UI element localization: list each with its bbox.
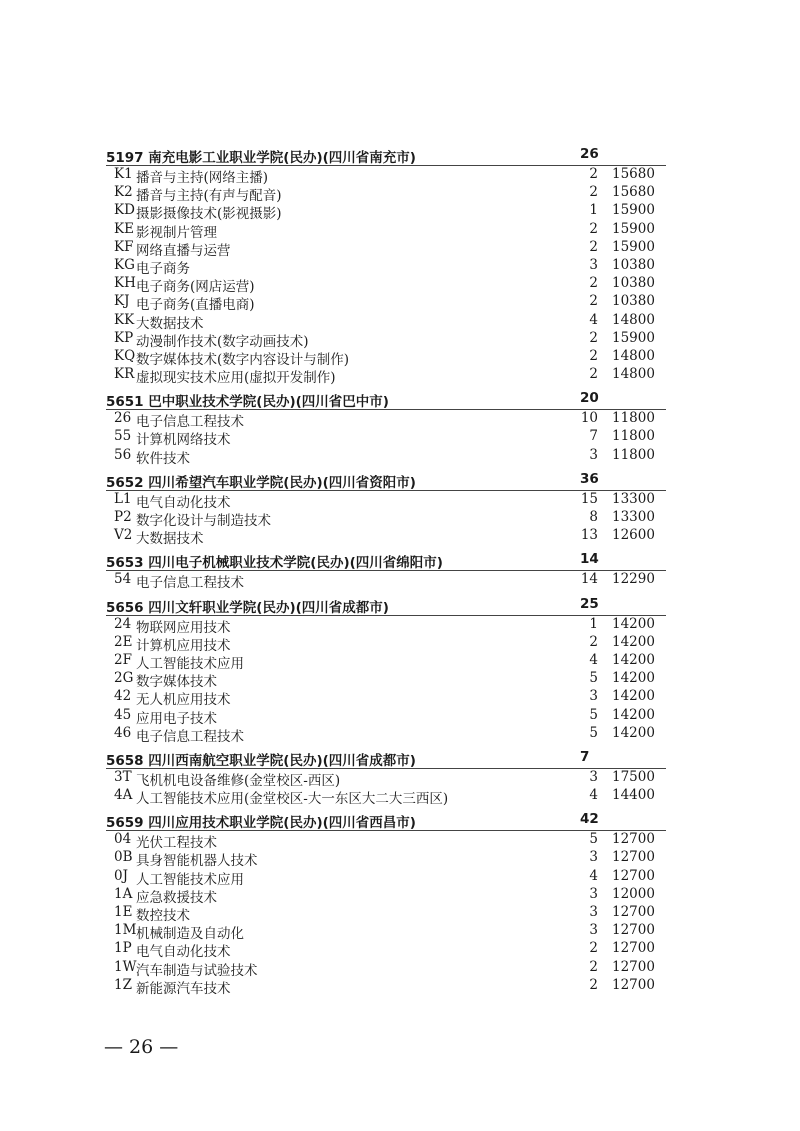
major-count: 14 [580, 571, 598, 588]
major-fee: 15680 [612, 166, 655, 182]
major-row [0, 634, 800, 652]
major-name: 电气自动化技术 [136, 494, 231, 511]
major-name: 大数据技术 [136, 531, 204, 548]
major-code: 1A [114, 885, 133, 902]
major-count: 2 [589, 293, 598, 310]
major-fee: 12700 [612, 922, 655, 939]
major-row [0, 725, 800, 743]
school-name: 5659 四川应用技术职业学院(民办)(四川省西昌市) [106, 815, 416, 832]
major-fee: 17500 [612, 768, 655, 785]
school-section [0, 469, 800, 546]
major-code: KJ [114, 293, 130, 310]
major-row [0, 527, 800, 548]
major-row [0, 491, 800, 509]
major-count: 2 [589, 220, 598, 237]
major-count: 2 [589, 958, 598, 975]
major-row [0, 312, 800, 330]
major-code: KD [114, 202, 135, 219]
major-code: V2 [114, 527, 133, 544]
school-header [0, 388, 800, 410]
major-code: 26 [114, 410, 132, 427]
major-code: KQ [114, 347, 136, 364]
major-count: 3 [589, 768, 598, 785]
major-code: 0J [114, 867, 129, 884]
major-row [0, 904, 800, 922]
major-count: 3 [589, 446, 598, 463]
school-total: 26 [580, 146, 599, 162]
school-total: 20 [580, 390, 599, 407]
major-fee: 12700 [612, 904, 655, 920]
major-name: 光伏工程技术 [136, 835, 217, 852]
major-count: 4 [589, 867, 598, 884]
major-fee: 12700 [612, 849, 655, 866]
major-count: 2 [589, 238, 598, 255]
major-fee: 10380 [612, 275, 655, 292]
major-code: KP [114, 329, 134, 346]
major-fee: 14200 [612, 724, 655, 741]
major-name: 影视制片管理 [136, 224, 217, 241]
major-code: 1E [114, 904, 133, 920]
major-row [0, 184, 800, 205]
major-name: 数控技术 [136, 908, 190, 924]
major-name: 电气自动化技术 [136, 944, 231, 961]
major-row [0, 202, 800, 223]
school-section [0, 747, 800, 808]
school-section [0, 809, 800, 995]
major-code: KH [114, 275, 136, 292]
major-fee: 13300 [612, 509, 655, 525]
major-count: 5 [589, 831, 598, 848]
major-row [0, 787, 800, 808]
major-fee: 14200 [612, 633, 655, 650]
major-row [0, 922, 800, 943]
major-name: 人工智能技术应用(金堂校区-大一东区大二大三西区) [136, 791, 449, 808]
school-total: 25 [580, 595, 599, 612]
major-count: 4 [589, 311, 598, 328]
major-code: KE [114, 220, 134, 237]
major-name: 软件技术 [136, 450, 190, 467]
major-count: 10 [580, 410, 598, 427]
school-total: 7 [580, 748, 590, 765]
major-code: 46 [114, 724, 132, 741]
major-code: 54 [114, 571, 132, 588]
major-code: KR [114, 366, 135, 383]
major-fee: 13300 [612, 490, 655, 507]
major-code: 0B [114, 849, 133, 866]
major-name: 虚拟现实技术应用(虚拟开发制作) [136, 370, 336, 387]
major-count: 2 [589, 166, 598, 182]
major-count: 3 [589, 904, 598, 920]
major-fee: 14200 [612, 706, 655, 723]
major-code: 3T [114, 768, 132, 785]
school-header [0, 747, 800, 769]
major-row [0, 849, 800, 870]
school-header [0, 469, 800, 491]
school-name: 5653 四川电子机械职业技术学院(民办)(四川省绵阳市) [106, 555, 443, 572]
major-name: 计算机应用技术 [136, 637, 231, 654]
major-row [0, 257, 800, 275]
major-fee: 15900 [612, 329, 655, 346]
major-count: 3 [589, 256, 598, 273]
major-row [0, 670, 800, 691]
school-total: 42 [580, 811, 599, 828]
major-code: 2G [114, 670, 134, 687]
major-code: KK [114, 311, 135, 328]
major-row [0, 166, 800, 184]
major-fee: 12000 [612, 885, 655, 902]
major-fee: 15900 [612, 220, 655, 237]
major-name: 播音与主持(有声与配音) [136, 188, 282, 205]
major-row [0, 330, 800, 348]
major-code: K2 [114, 184, 133, 201]
major-name: 数字媒体技术 [136, 674, 217, 691]
school-header [0, 549, 800, 571]
major-name: 应用电子技术 [136, 710, 217, 727]
major-fee: 12700 [612, 958, 655, 975]
major-row [0, 410, 800, 431]
school-total: 36 [580, 470, 599, 487]
major-count: 2 [589, 940, 598, 957]
major-name: 人工智能技术应用 [136, 871, 244, 888]
major-count: 4 [589, 651, 598, 668]
major-name: 摄影摄像技术(影视摄影) [136, 206, 282, 223]
major-name: 电子商务 [136, 260, 190, 277]
major-count: 2 [589, 366, 598, 383]
major-name: 播音与主持(网络主播) [136, 170, 269, 186]
major-fee: 14400 [612, 787, 655, 804]
major-code: 1P [114, 940, 132, 957]
school-header [0, 594, 800, 616]
major-fee: 10380 [612, 256, 655, 273]
major-code: 2F [114, 651, 132, 668]
major-row [0, 275, 800, 296]
major-row [0, 293, 800, 314]
major-row [0, 652, 800, 670]
major-row [0, 831, 800, 852]
major-row [0, 977, 800, 995]
major-fee: 12700 [612, 940, 655, 957]
major-code: 1W [114, 958, 137, 975]
major-count: 3 [589, 922, 598, 939]
major-name: 应急救援技术 [136, 889, 217, 906]
major-count: 2 [589, 976, 598, 993]
major-fee: 15900 [612, 202, 655, 219]
major-code: 56 [114, 446, 132, 463]
major-name: 动漫制作技术(数字动画技术) [136, 333, 309, 350]
major-name: 电子信息工程技术 [136, 728, 244, 745]
major-name: 新能源汽车技术 [136, 980, 231, 997]
major-row [0, 688, 800, 709]
major-code: 4A [114, 787, 133, 804]
major-count: 3 [589, 688, 598, 705]
major-name: 飞机机电设备维修(金堂校区-西区) [136, 772, 341, 789]
major-code: K1 [114, 166, 133, 182]
major-code: 55 [114, 428, 132, 445]
major-row [0, 366, 800, 387]
major-row [0, 239, 800, 257]
major-name: 计算机网络技术 [136, 432, 231, 449]
school-section [0, 549, 800, 592]
major-count: 5 [589, 706, 598, 723]
major-code: 1Z [114, 976, 132, 993]
major-name: 具身智能机器人技术 [136, 853, 258, 870]
major-fee: 14200 [612, 651, 655, 668]
major-count: 4 [589, 787, 598, 804]
major-fee: 12700 [612, 976, 655, 993]
major-fee: 11800 [612, 428, 655, 445]
school-name: 5656 四川文轩职业学院(民办)(四川省成都市) [106, 599, 389, 616]
major-row [0, 940, 800, 961]
major-row [0, 868, 800, 886]
major-code: 42 [114, 688, 132, 705]
major-fee: 12700 [612, 867, 655, 884]
major-name: 无人机应用技术 [136, 692, 231, 709]
major-count: 8 [589, 509, 598, 525]
school-name: 5651 巴中职业技术学院(民办)(四川省巴中市) [106, 394, 389, 411]
major-name: 数字化设计与制造技术 [136, 513, 271, 529]
major-row [0, 616, 800, 634]
major-code: 04 [114, 831, 132, 848]
major-fee: 14800 [612, 311, 655, 328]
major-name: 电子商务(直播电商) [136, 297, 255, 314]
major-code: P2 [114, 509, 132, 525]
major-code: KG [114, 256, 135, 273]
major-count: 2 [589, 347, 598, 364]
page-number: — 26 — [104, 1036, 179, 1058]
major-row [0, 509, 800, 527]
major-fee: 14200 [612, 670, 655, 687]
major-fee: 11800 [612, 446, 655, 463]
school-name: 5197 南充电影工业职业学院(民办)(四川省南充市) [106, 150, 416, 166]
major-fee: 15900 [612, 238, 655, 255]
major-row [0, 447, 800, 465]
major-count: 5 [589, 724, 598, 741]
major-row [0, 428, 800, 449]
major-row [0, 769, 800, 787]
major-row [0, 348, 800, 366]
major-fee: 14800 [612, 366, 655, 383]
major-row [0, 959, 800, 977]
major-fee: 15680 [612, 184, 655, 201]
major-fee: 14800 [612, 347, 655, 364]
major-count: 2 [589, 633, 598, 650]
school-name: 5658 四川西南航空职业学院(民办)(四川省成都市) [106, 752, 416, 769]
major-count: 3 [589, 849, 598, 866]
school-section [0, 388, 800, 465]
major-row [0, 707, 800, 725]
major-name: 人工智能技术应用 [136, 655, 244, 672]
major-name: 大数据技术 [136, 315, 204, 332]
major-fee: 12600 [612, 527, 655, 544]
major-count: 3 [589, 885, 598, 902]
major-name: 电子商务(网店运营) [136, 279, 255, 296]
major-count: 5 [589, 670, 598, 687]
major-code: KF [114, 238, 134, 255]
major-name: 汽车制造与试验技术 [136, 962, 258, 979]
major-fee: 10380 [612, 293, 655, 310]
major-name: 数字媒体技术(数字内容设计与制作) [136, 351, 350, 368]
major-row [0, 571, 800, 592]
major-name: 电子信息工程技术 [136, 414, 244, 431]
major-fee: 12290 [612, 571, 655, 588]
major-count: 7 [589, 428, 598, 445]
major-code: L1 [114, 490, 132, 507]
enrollment-plan-list [0, 140, 800, 995]
major-name: 物联网应用技术 [136, 619, 231, 636]
major-count: 1 [589, 615, 598, 632]
major-count: 2 [589, 329, 598, 346]
major-fee: 12700 [612, 831, 655, 848]
school-name: 5652 四川希望汽车职业学院(民办)(四川省资阳市) [106, 474, 416, 491]
major-code: 1M [114, 922, 137, 939]
major-count: 13 [580, 527, 598, 544]
major-count: 2 [589, 184, 598, 201]
major-code: 45 [114, 706, 132, 723]
school-header [0, 144, 800, 166]
school-header [0, 809, 800, 831]
major-count: 1 [589, 202, 598, 219]
major-count: 2 [589, 275, 598, 292]
major-name: 网络直播与运营 [136, 242, 231, 259]
major-count: 15 [580, 490, 598, 507]
major-row [0, 221, 800, 239]
major-code: 2E [114, 633, 133, 650]
major-code: 24 [114, 615, 132, 632]
school-total: 14 [580, 551, 599, 568]
major-fee: 14200 [612, 688, 655, 705]
major-fee: 11800 [612, 410, 655, 427]
school-section [0, 594, 800, 743]
major-fee: 14200 [612, 615, 655, 632]
major-name: 机械制造及自动化 [136, 926, 244, 943]
major-row [0, 886, 800, 904]
school-section [0, 144, 800, 387]
major-name: 电子信息工程技术 [136, 575, 244, 592]
